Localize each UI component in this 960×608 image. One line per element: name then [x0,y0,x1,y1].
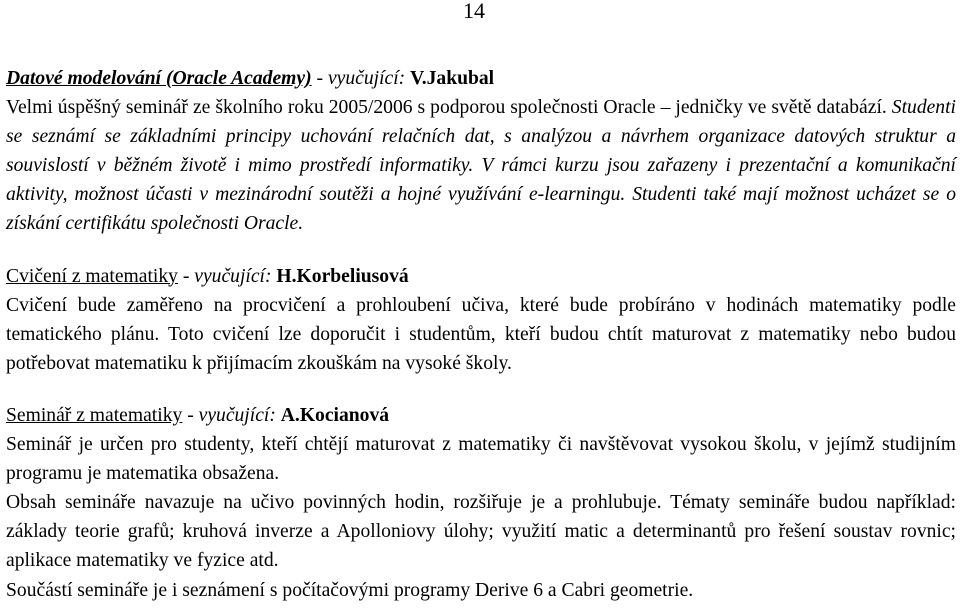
section-heading [6,401,956,430]
teacher-name: A.Kocianová [280,404,390,426]
section-heading [6,64,956,93]
section-description [6,576,956,605]
description-text: Obsah semináře navazuje na učivo povinných hodin, rozšiřuje je a prohlubuje. Tématy semináře budou například: základy teorie grafů; kruhová inverze a Apolloniovy úlohy; využití matic a determinantů pro řešení soustav rovnic; aplikace matematiky ve fyzice atd. [6,492,956,572]
teacher-name: H.Korbeliusová [276,265,409,287]
section-heading [6,262,956,291]
heading-separator: - [182,404,199,426]
teacher-name: V.Jakubal [410,68,495,89]
teacher-label: vyučující: [198,404,281,426]
description-text: Studenti se seznámí se základními principy uchování relačních dat, s analýzou a návrhem organizace datových struktur a souvislostí v běžném životě i mimo prostředí informatiky. V rámci kurzu jsou zařazeny i prezentační a komunikační aktivity, možnost účasti v mezinárodní soutěži a hojné využívání e-learningu. Studenti také mají možnost ucházet se o získání certifikátu společnosti Oracle. [6,97,956,235]
section-description [6,93,956,238]
description-text: Cvičení bude zaměřeno na procvičení a prohloubení učiva, které bude probíráno v hodinách matematiky podle tematického plánu. Toto cvičení lze doporučit i studentům, kteří budou chtít maturovat z matematiky nebo budou potřebovat matematiku k přijímacím zkouškám na vysoké školy. [6,294,956,374]
section-seminar-z-matematiky [6,401,956,605]
description-text: Velmi úspěšný seminář ze školního roku 2005/2006 s podporou společnosti Oracle – jedničky ve světě databází. [6,97,892,119]
description-text: Seminář je určen pro studenty, kteří chtějí maturovat z matematiky či navštěvovat vysokou školu, v jejímž studijním programu je matematika obsažena. [6,434,956,485]
teacher-label: vyučující: [194,265,277,287]
section-title: Datové modelování (Oracle Academy) [6,68,312,89]
section-datove-modelovani [6,64,956,239]
teacher-label: vyučující: [327,68,411,89]
document-body [6,64,956,605]
page-number: 14 [463,0,485,23]
section-title: Cvičení z matematiky [6,265,178,287]
heading-separator: - [177,265,195,287]
section-description [6,488,956,575]
description-text: Součástí semináře je i seznámení s počítačovými programy Derive 6 a Cabri geometrie. [6,579,694,601]
heading-separator: - [311,68,328,89]
section-cviceni-z-matematiky [6,262,956,378]
section-title: Seminář z matematiky [6,404,183,426]
section-description [6,291,956,378]
section-description [6,430,956,488]
